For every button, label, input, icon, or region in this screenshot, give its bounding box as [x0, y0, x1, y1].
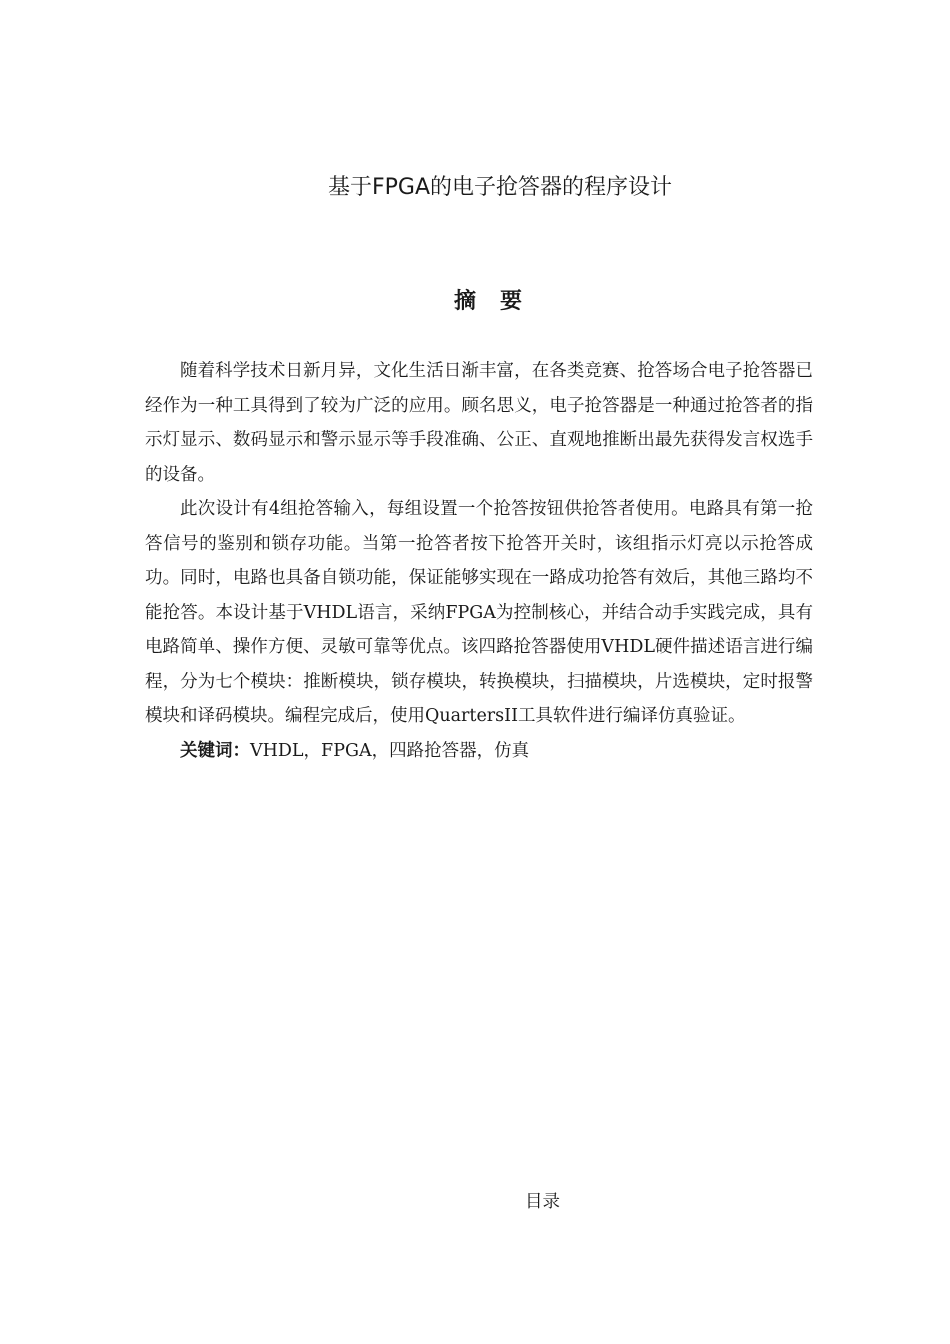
abstract-heading: 摘要 [453, 289, 546, 314]
keywords-list: VHDL，FPGA，四路抢答器，仿真 [250, 740, 530, 761]
abstract-paragraph-1: 随着科学技术日新月异，文化生活日渐丰富，在各类竞赛、抢答场合电子抢答器已经作为一种工具得到了较为广泛的应用。顾名思义，电子抢答器是一种通过抢答者的指示灯显示、数码显示和警示显示等手段准确、公正、直观地推断出最先获得发言权选手的设备。 [145, 361, 813, 485]
keywords-line [145, 734, 813, 769]
abstract-paragraph-2: 此次设计有4组抢答输入，每组设置一个抢答按钮供抢答者使用。电路具有第一抢答信号的鉴别和锁存功能。当第一抢答者按下抢答开关时，该组指示灯亮以示抢答成功。同时，电路也具备自锁功能，保证能够实现在一路成功抢答有效后，其他三路均不能抢答。本设计基于VHDL语言，采纳FPGA为控制核心，并结合动手实践完成，具有电路简单、操作方便、灵敏可靠等优点。该四路抢答器使用VHDL硬件描述语言进行编程，分为七个模块：推断模块，锁存模块，转换模块，扫描模块，片选模块，定时报警模块和译码模块。编程完成后，使用QuartersII工具软件进行编译仿真验证。 [145, 499, 813, 726]
toc-label: 目录 [525, 1192, 560, 1212]
keywords-label: 关键词： [180, 740, 250, 761]
page-title: 基于FPGA的电子抢答器的程序设计 [327, 175, 673, 200]
abstract-body [145, 354, 813, 768]
